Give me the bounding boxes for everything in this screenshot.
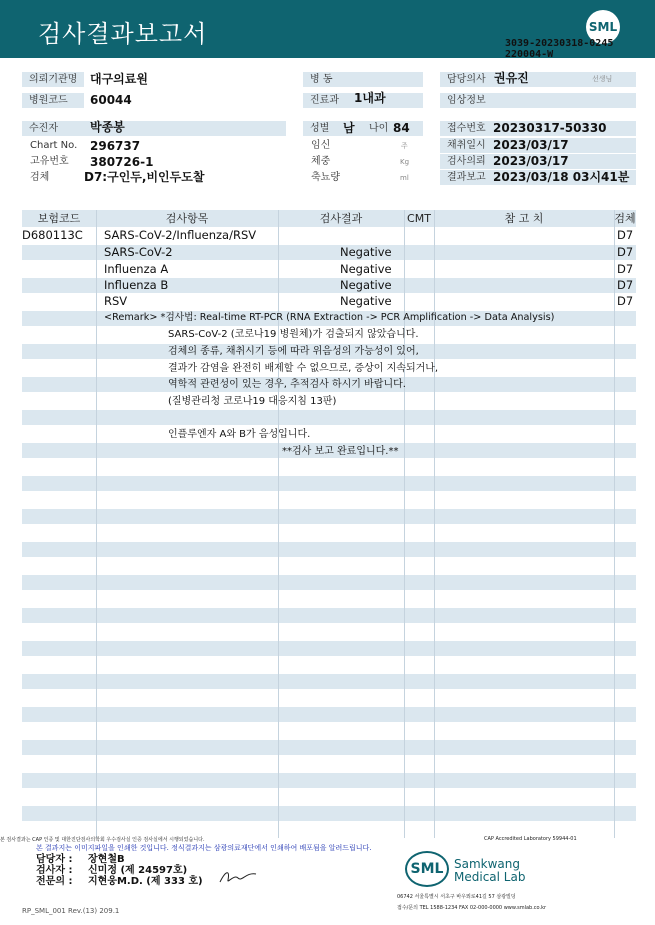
page-title: 검사결과보고서	[38, 20, 208, 48]
remark-line: 역학적 관련성이 있는 경우, 추적검사 하시기 바랍니다.	[168, 379, 406, 390]
patient-name: 박종봉	[90, 120, 125, 134]
remark-line: SARS-CoV-2 (코로나19 병원체)가 검출되지 않았습니다.	[168, 329, 419, 340]
remark-line: (질병관리청 코로나19 대응지침 13판)	[168, 396, 337, 407]
specimen-value: D7:구인두,비인두도찰	[84, 170, 205, 184]
hospital-code-label: 병원코드	[22, 93, 84, 108]
accreditation-note: 본 검사결과는 CAP 인증 및 대한진단검사의학회 우수검사실 인증 검사실에서 시행되었습니다.	[0, 837, 205, 843]
row-result: Negative	[340, 262, 392, 276]
doctor-label: 담당의사	[440, 72, 636, 87]
row-specimen: D7	[617, 278, 634, 292]
request-label: 검사의뢰	[440, 154, 636, 169]
sml-footer-logo-icon: SML	[405, 851, 449, 887]
tester-name: 신미정 (제 24597호)	[88, 865, 188, 876]
specialist-name: 지현웅M.D. (제 333 호)	[88, 876, 203, 887]
sex-value: 남	[343, 121, 355, 135]
sex-label: 성별	[303, 121, 423, 136]
pregnancy-unit: 주	[401, 142, 408, 150]
collect-date: 2023/03/17	[493, 138, 569, 152]
company-address: 06742 서울특별시 서초구 바우뫼로41길 57 삼광빌딩	[397, 894, 516, 900]
urine-label: 축뇨량	[311, 172, 340, 183]
row-result: Negative	[340, 278, 392, 292]
cap-number: CAP Accredited Laboratory 59944-01	[484, 836, 577, 842]
signature-icon	[218, 868, 258, 886]
remark-method: <Remark> *검사법: Real-time RT-PCR (RNA Extraction -> PCR Amplification -> Data Analysis)	[104, 312, 555, 323]
institution-value: 대구의료원	[90, 72, 148, 86]
report-date: 2023/03/18 03시41분	[493, 170, 630, 184]
id-label: 고유번호	[30, 156, 69, 167]
collect-label: 채취일시	[440, 138, 636, 153]
row-code: D680113C	[22, 228, 83, 242]
row-specimen: D7	[617, 245, 634, 259]
company-name-2: Medical Lab	[454, 870, 526, 884]
company-phone: 접수/문의 TEL 1588-1234 FAX 02-000-0000 www.smlab.co.kr	[397, 905, 547, 911]
header-cmt: CMT	[407, 212, 431, 225]
ward-label: 병 동	[303, 72, 423, 87]
header-result: 검사결과	[319, 212, 363, 225]
remark-line: 검체의 종류, 채취시기 등에 따라 위음성의 가능성이 있어,	[168, 346, 419, 357]
clinical-label: 임상정보	[440, 93, 636, 108]
row-specimen: D7	[617, 262, 634, 276]
dept-label: 진료과	[303, 93, 423, 108]
receipt-number: 20230317-50330	[493, 121, 607, 135]
urine-unit: ml	[400, 174, 409, 182]
company-name-1: Samkwang	[454, 857, 520, 871]
doctor-suffix: 선생님	[592, 75, 613, 83]
row-item: RSV	[104, 294, 128, 308]
hospital-code-value: 60044	[90, 93, 132, 107]
specimen-label: 검체	[30, 172, 50, 183]
charge-name: 장현철B	[88, 854, 125, 865]
row-specimen: D7	[617, 294, 634, 308]
patient-label: 수진자	[22, 121, 286, 136]
doctor-name: 권유진	[494, 71, 529, 85]
chart-number: 296737	[90, 139, 141, 153]
id-number: 380726-1	[90, 155, 154, 169]
dept-value: 1내과	[354, 91, 386, 105]
tester-label: 검사자 :	[36, 865, 73, 876]
printout-notice: 본 결과지는 이미지파일을 인쇄한 것입니다. 정식결과지는 삼광의료재단에서 인쇄하여 배포됨을 알려드립니다.	[36, 844, 372, 852]
age-value: 84	[393, 121, 410, 135]
request-date: 2023/03/17	[493, 154, 569, 168]
header-reference: 참 고 치	[504, 212, 544, 225]
specialist-label: 전문의 :	[36, 876, 73, 887]
form-number: RP_SML_001 Rev.(13) 209.1	[22, 907, 120, 915]
chart-label: Chart No.	[30, 140, 78, 151]
row-item: SARS-CoV-2	[104, 245, 173, 259]
row-specimen: D7	[617, 228, 634, 242]
pregnancy-label: 임신	[311, 140, 331, 151]
row-item: Influenza A	[104, 262, 169, 276]
receipt-label: 접수번호	[440, 121, 636, 136]
charge-label: 담당자 :	[36, 854, 73, 865]
institution-label: 의뢰기관명	[22, 72, 84, 87]
report-number: 3039-20230318-0245 220004-W	[505, 38, 614, 60]
row-result: Negative	[340, 245, 392, 259]
row-item: Influenza B	[104, 278, 169, 292]
header-specimen: 검체	[614, 212, 636, 225]
row-item: SARS-CoV-2/Influenza/RSV	[104, 228, 257, 242]
header-test-item: 검사항목	[165, 212, 209, 225]
weight-unit: Kg	[400, 158, 410, 166]
remark-line: 인플루엔자 A와 B가 음성입니다.	[168, 429, 311, 440]
row-result: Negative	[340, 294, 392, 308]
report-complete: **검사 보고 완료입니다.**	[282, 446, 399, 457]
weight-label: 체중	[311, 156, 331, 167]
report-label: 결과보고	[440, 170, 636, 185]
sml-logo-icon: SML	[586, 10, 620, 44]
age-label: 나이	[369, 123, 389, 134]
remark-line: 결과가 감염을 완전히 배제할 수 없으므로, 증상이 지속되거나,	[168, 363, 439, 374]
header-insurance-code: 보험코드	[37, 212, 81, 225]
